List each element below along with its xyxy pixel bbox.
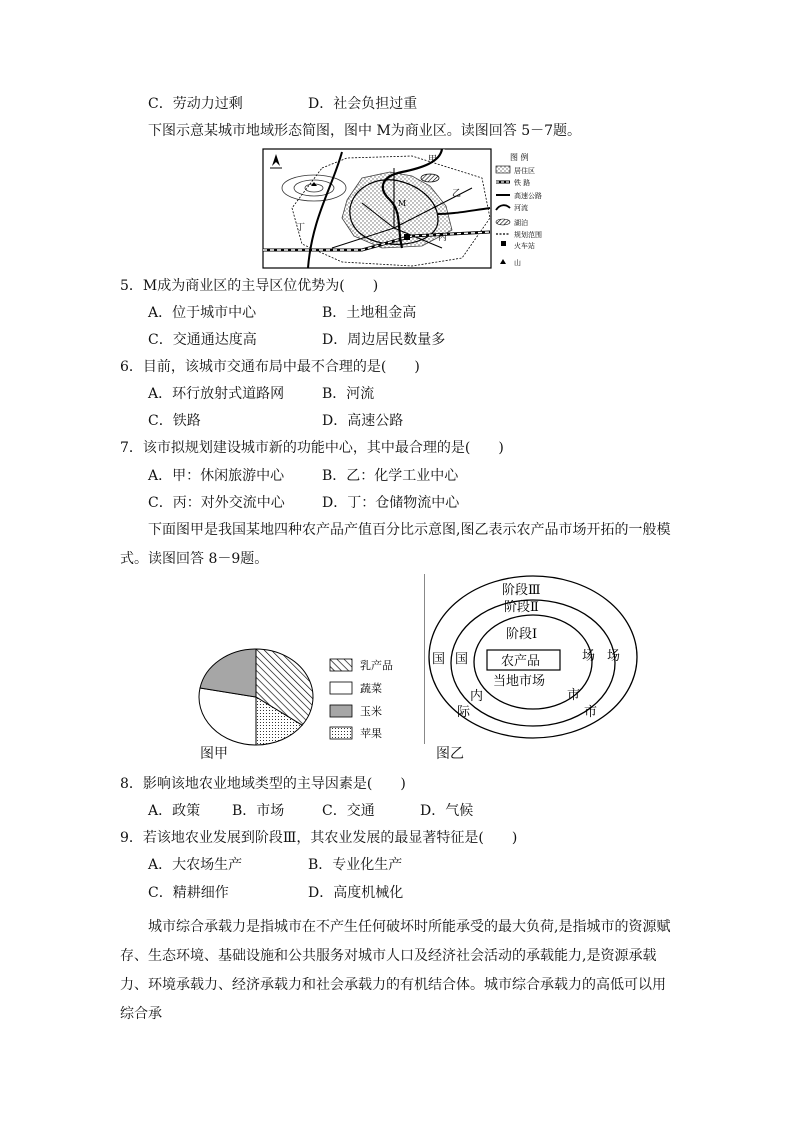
passage-carrying-capacity: 城市综合承载力是指城市在不产生任何破坏时所能承受的最大负荷,是指城市的资源赋存、生态环境、基础设施和公共服务对城市人口及经济社会活动的承载能力,是资源承载力、环境承载力、经济承载力和社会承载力的有机结合体。城市综合承载力的高低可以用综合承 — [120, 919, 671, 1022]
map-label-bing: 丙 — [438, 233, 448, 243]
q6-option-a: A．环行放射式道路网 — [148, 386, 285, 402]
q7-option-a: A．甲：休闲旅游中心 — [148, 468, 285, 484]
label-product: 农产品 — [501, 654, 541, 669]
q7-option-d: D．丁：仓储物流中心 — [322, 495, 460, 511]
legend-swatch-dairy — [330, 659, 352, 671]
label-chang-inner: 场 — [582, 649, 596, 664]
q9-stem: 9．若该地农业发展到阶段Ⅲ，其农业发展的最显著特征是( ) — [120, 830, 518, 846]
label-nei: 内 — [470, 689, 484, 704]
legend-residential: 居住区 — [514, 167, 535, 175]
q4-option-d: D．社会负担过重 — [308, 96, 418, 112]
q6-stem: 6．目前，该城市交通布局中最不合理的是( ) — [120, 359, 420, 375]
legend-label-apple: 苹果 — [360, 727, 382, 740]
label-ji: 际 — [457, 705, 471, 720]
q8-stem: 8．影响该地农业地域类型的主导因素是( ) — [120, 776, 406, 792]
label-chang-outer: 场 — [607, 649, 621, 664]
map-label-yi: 乙 — [452, 189, 462, 199]
q8-option-a: A．政策 — [148, 803, 201, 819]
label-shi-inner: 市 — [567, 688, 581, 703]
legend-swatch-apple — [330, 727, 352, 739]
label-guo-inner: 国 — [455, 652, 469, 667]
q8-option-d: D．气候 — [420, 803, 474, 819]
q8-option-c: C．交通 — [322, 803, 375, 819]
pie-slice-corn — [200, 649, 256, 697]
q6-option-c: C．铁路 — [148, 413, 201, 429]
legend-swatch-corn — [330, 705, 352, 717]
label-stage3: 阶段Ⅲ — [502, 583, 541, 598]
intro-q5-7: 下图示意某城市地域形态简图，图中 M为商业区。读图回答 5－7题。 — [148, 123, 582, 139]
legend-swatch-vegetables — [330, 682, 352, 694]
q5-option-b: B．土地租金高 — [322, 305, 417, 321]
q5-option-a: A．位于城市中心 — [148, 305, 257, 321]
q4-option-c: C．劳动力过剩 — [148, 96, 243, 112]
label-shi-outer: 市 — [584, 705, 598, 720]
pie-caption: 图甲 — [200, 746, 228, 762]
label-local-market: 当地市场 — [493, 674, 546, 689]
q9-option-a: A．大农场生产 — [148, 857, 243, 873]
q6-option-d: D．高速公路 — [322, 413, 404, 429]
q9-option-c: C．精耕细作 — [148, 885, 229, 901]
legend-plan-boundary: 规划范围 — [514, 231, 542, 239]
legend-lake: 湖泊 — [514, 219, 528, 227]
legend-railway: 铁 路 — [514, 179, 531, 187]
q7-option-b: B．乙：化学工业中心 — [322, 468, 459, 484]
market-rings-diagram — [424, 575, 644, 740]
city-map-figure — [262, 148, 552, 270]
q9-option-b: B．专业化生产 — [308, 857, 403, 873]
legend-expressway: 高速公路 — [514, 192, 542, 200]
legend-label-vegetables: 蔬菜 — [360, 682, 382, 695]
legend-symbols — [496, 166, 510, 264]
q5-option-d: D．周边居民数量多 — [322, 332, 446, 348]
legend-mountain: 山 — [514, 259, 521, 267]
map-label-jia: 甲 — [428, 155, 438, 165]
q9-option-d: D．高度机械化 — [308, 885, 404, 901]
q5-stem: 5．M成为商业区的主导区位优势为( ) — [120, 278, 379, 294]
legend-river: 河流 — [514, 204, 528, 212]
legend-station: 火车站 — [514, 242, 535, 250]
q7-option-c: C．丙：对外交流中心 — [148, 495, 285, 511]
label-stage2: 阶段Ⅱ — [504, 600, 539, 615]
q6-option-b: B．河流 — [322, 386, 375, 402]
label-stage1: 阶段Ⅰ — [506, 627, 538, 642]
map-label-ding: 丁 — [296, 223, 306, 233]
pie-slice-vegetables — [199, 688, 256, 745]
map-label-m: M — [398, 199, 407, 208]
q5-option-c: C．交通通达度高 — [148, 332, 257, 348]
rings-caption: 图乙 — [436, 746, 464, 762]
q8-option-b: B．市场 — [232, 803, 285, 819]
q7-stem: 7．该市拟规划建设城市新的功能中心，其中最合理的是( ) — [120, 440, 504, 456]
label-guo-outer: 国 — [432, 652, 446, 667]
legend-label-dairy: 乳产品 — [360, 659, 393, 672]
legend-title: 图 例 — [510, 153, 529, 162]
legend-label-corn: 玉米 — [360, 705, 382, 718]
intro-q8-9: 下面图甲是我国某地四种农产品产值百分比示意图,图乙表示农产品市场开拓的一般模式。读图回答 8－9题。 — [120, 522, 671, 567]
